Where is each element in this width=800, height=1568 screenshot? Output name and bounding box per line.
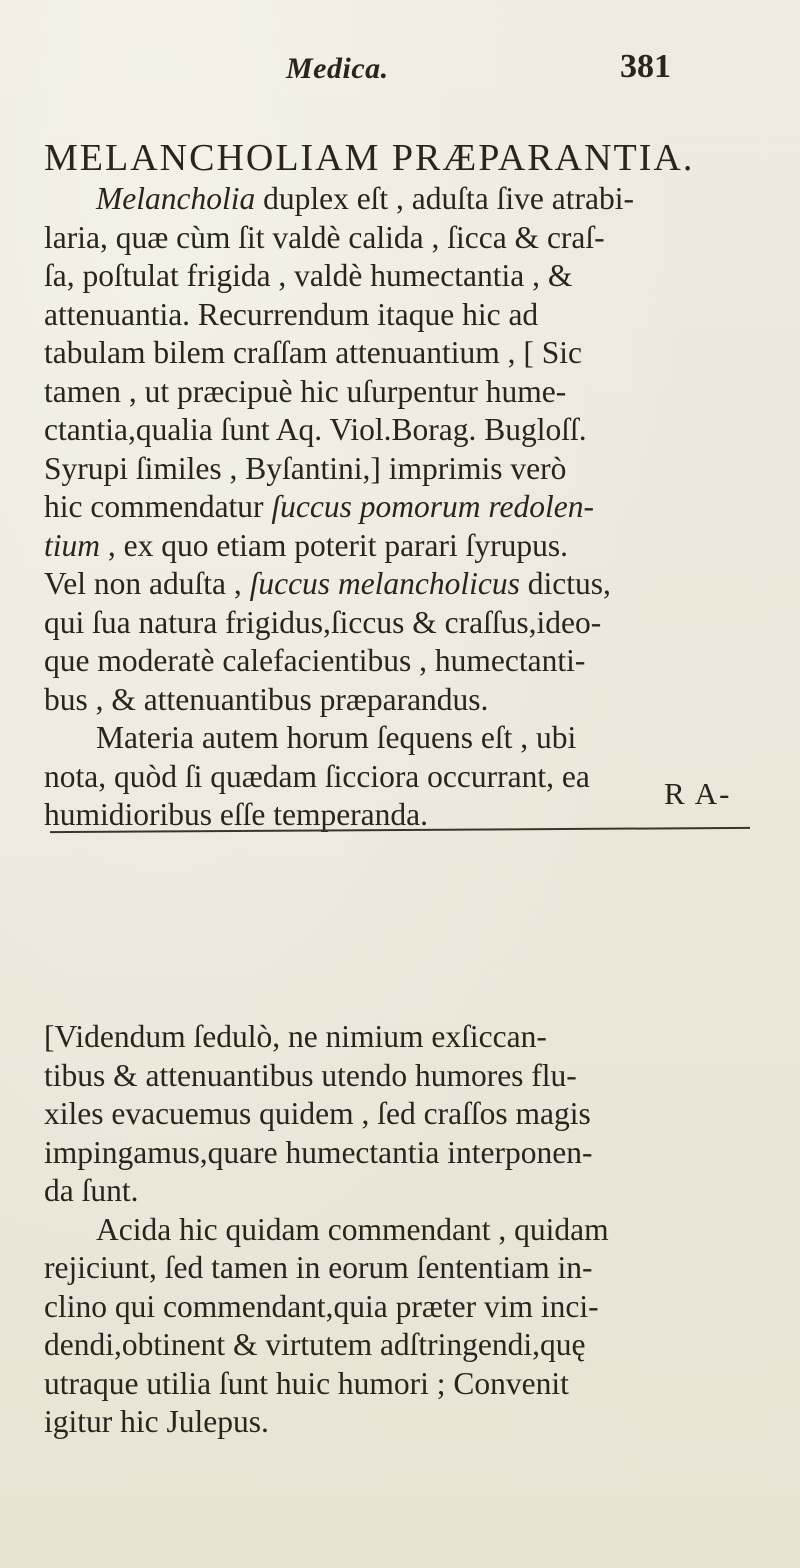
text-line: impingamus,quare humectantia interponen- <box>44 1134 593 1170</box>
text-line: attenuantia. Recurrendum itaque hic ad <box>44 296 539 332</box>
text-line: tium , ex quo etiam poterit parari ſyrupus. <box>44 527 569 563</box>
text-line: tibus & attenuantibus utendo humores flu- <box>44 1057 577 1093</box>
text-line: igitur hic Julepus. <box>44 1404 269 1439</box>
text-line-rest: duplex eſt , aduſta ſive atrabi- <box>255 181 634 216</box>
term-melancholia: Melancholia <box>96 181 256 216</box>
text-line: [Videndum ſedulò, ne nimium exſiccan- <box>44 1019 547 1054</box>
text-line: tabulam bilem craſſam attenuantium , [ Sic <box>44 335 582 370</box>
text-line: humidioribus eſſe temperanda. <box>44 797 429 832</box>
text-line: tamen , ut præcipuè hic uſurpentur hume- <box>44 373 567 409</box>
text-line: clino qui commendant,quia præter vim inci- <box>44 1288 599 1324</box>
text-line: hic commendatur ſuccus pomorum redolen- <box>44 489 594 524</box>
text-line: Syrupi ſimiles , Byſantini,] imprimis verò <box>44 450 567 486</box>
running-head <box>0 48 800 100</box>
text-line: qui ſua natura frigidus,ſiccus & craſſus,ideo- <box>44 604 602 640</box>
text-line: utraque utilia ſunt huic humori ; Convenit <box>44 1365 569 1401</box>
text-line: laria, quæ cùm ſit valdè calida , ſicca & craſ- <box>44 219 605 255</box>
text-line: ctantia,qualia ſunt Aq. Viol.Borag. Bugloſſ. <box>44 412 587 447</box>
text-line: que moderatè calefacientibus , humectanti- <box>44 643 586 678</box>
paragraph-videndum <box>44 1018 774 1442</box>
section-title: MELANCHOLIAM PRÆPARANTIA. <box>44 137 695 179</box>
running-title: Medica. <box>286 52 389 85</box>
text-line: nota, quòd ſi quædam ſicciora occurrant, ea <box>44 758 590 794</box>
text-line: Vel non aduſta , ſuccus melancholicus dictus, <box>44 566 611 601</box>
text-line: bus , & attenuantibus præparandus. <box>44 681 489 717</box>
text-line: ſa, poſtulat frigida , valdè humectantia , & <box>44 258 573 293</box>
catchword: R A- <box>664 776 732 811</box>
text-line: Acida hic quidam commendant , quidam <box>96 1211 609 1247</box>
text-line: da ſunt. <box>44 1173 139 1208</box>
text-line: xiles evacuemus quidem , ſed craſſos magis <box>44 1096 591 1131</box>
text-line: rejiciunt, ſed tamen in eorum ſententiam in- <box>44 1250 593 1285</box>
text-line: Materia autem horum ſequens eſt , ubi <box>96 720 577 755</box>
page-number: 381 <box>620 48 671 85</box>
paragraph-melancholia <box>44 180 774 835</box>
text-line <box>44 180 774 219</box>
text-line: dendi,obtinent & virtutem adſtringendi,quę <box>44 1327 586 1362</box>
